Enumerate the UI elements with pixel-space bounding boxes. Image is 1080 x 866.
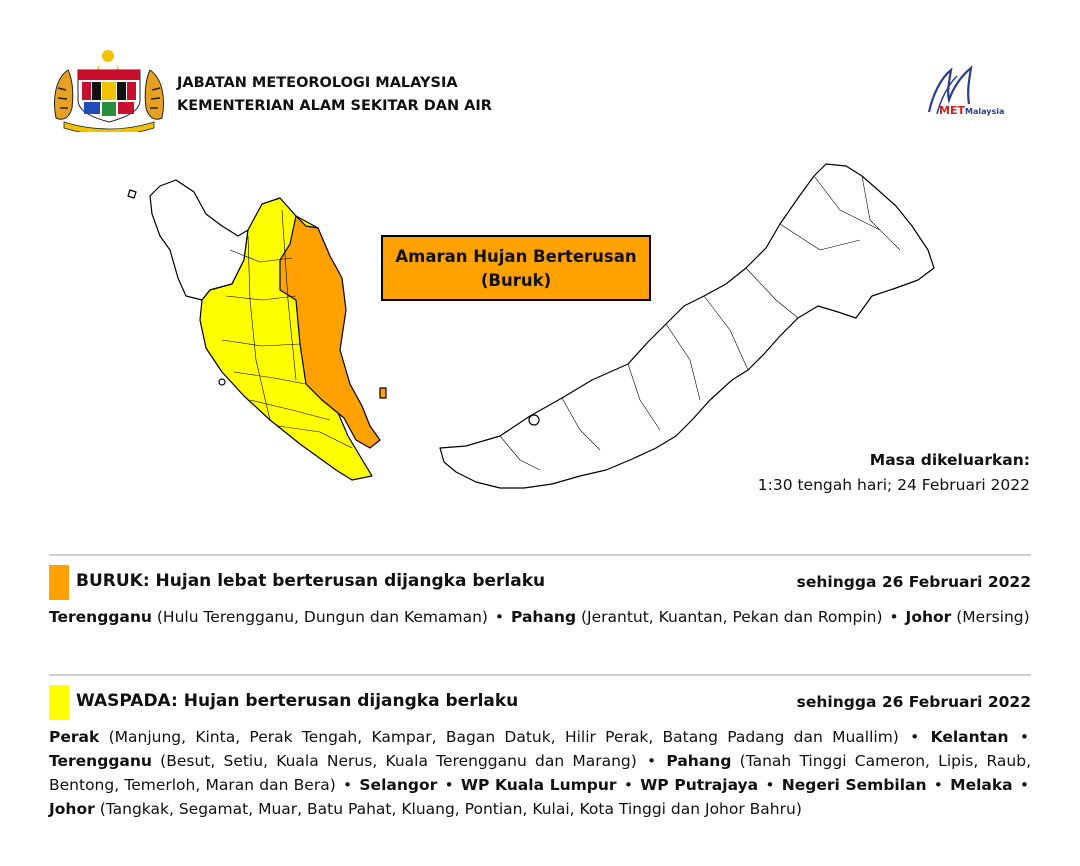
area-state: WP Kuala Lumpur [460, 776, 617, 794]
area-state: Terengganu [49, 752, 152, 770]
area-state: Negeri Sembilan [781, 776, 927, 794]
area-state: Johor [905, 608, 952, 626]
waspada-color-swatch [49, 685, 69, 720]
buruk-section [49, 554, 1031, 629]
agency-name [177, 72, 492, 118]
area-detail: (Manjung, Kinta, Perak Tengah, Kampar, Bagan Datuk, Hilir Perak, Batang Padang dan Muallim) [108, 728, 899, 746]
met-logo-text: MET [939, 104, 965, 117]
area-detail: (Tangkak, Segamat, Muar, Batu Pahat, Kluang, Pontian, Kulai, Kota Tinggi dan Johor Bahru) [99, 800, 802, 818]
area-state: Pahang [511, 608, 577, 626]
agency-line-1: JABATAN METEOROLOGI MALAYSIA [177, 75, 458, 91]
area-state: Pahang [666, 752, 732, 770]
divider [49, 554, 1031, 556]
area-detail: (Jerantut, Kuantan, Pekan dan Rompin) [580, 608, 883, 626]
warning-title: Amaran Hujan Berterusan [395, 247, 637, 266]
waspada-areas: Perak (Manjung, Kinta, Perak Tengah, Kampar, Bagan Datuk, Hilir Perak, Batang Padang dan Muallim) • Kelantan • Terengganu (Besut, Setiu, Kuala Nerus, Kuala Terengganu dan Marang) • Pahang (Tanah Tinggi Cameron, Lipis, Raub, Bentong, Temerloh, Maran dan Bera) • Selangor • WP Kuala Lumpur • WP Putrajaya • Negeri Sembilan • Melaka • Johor (Tangkak, Segamat, Muar, Batu Pahat, Kluang, Pontian, Kulai, Kota Tinggi dan Johor Bahru) [49, 728, 1031, 818]
waspada-section [49, 674, 1031, 821]
issued-value: 1:30 tengah hari; 24 Februari 2022 [757, 476, 1030, 494]
malaysia-coat-of-arms-icon [50, 48, 168, 132]
area-state: Kelantan [930, 728, 1009, 746]
area-state: Melaka [950, 776, 1013, 794]
area-state: WP Putrajaya [640, 776, 759, 794]
warning-level: (Buruk) [480, 271, 552, 290]
area-detail: (Tanah Tinggi Cameron, Lipis, Raub, Bentong, Temerloh, Maran dan Bera) [49, 752, 1031, 794]
east-malaysia-map [440, 164, 934, 488]
area-state: Terengganu [49, 608, 152, 626]
met-logo-subtext: Malaysia [965, 107, 1005, 116]
issued-time [758, 448, 1030, 498]
divider [49, 674, 1031, 676]
buruk-areas: Terengganu (Hulu Terengganu, Dungun dan Kemaman) • Pahang (Jerantut, Kuantan, Pekan dan Rompin) • Johor (Mersing) [49, 608, 1030, 626]
area-state: Perak [49, 728, 100, 746]
area-detail: (Hulu Terengganu, Dungun dan Kemaman) [156, 608, 488, 626]
area-state: Selangor [359, 776, 438, 794]
buruk-until: sehingga 26 Februari 2022 [796, 573, 1031, 591]
buruk-color-swatch [49, 565, 69, 600]
agency-line-2: KEMENTERIAN ALAM SEKITAR DAN AIR [177, 98, 492, 114]
warning-legend-box [381, 235, 651, 301]
area-detail: (Mersing) [956, 608, 1030, 626]
met-malaysia-logo-icon [915, 64, 1030, 122]
issued-label: Masa dikeluarkan: [869, 451, 1030, 469]
area-detail: (Besut, Setiu, Kuala Nerus, Kuala Terengganu dan Marang) [160, 752, 637, 770]
waspada-title: WASPADA: Hujan berterusan dijangka berlaku [76, 691, 519, 711]
area-state: Johor [49, 800, 95, 818]
buruk-title: BURUK: Hujan lebat berterusan dijangka berlaku [76, 571, 546, 591]
waspada-until: sehingga 26 Februari 2022 [796, 693, 1031, 711]
